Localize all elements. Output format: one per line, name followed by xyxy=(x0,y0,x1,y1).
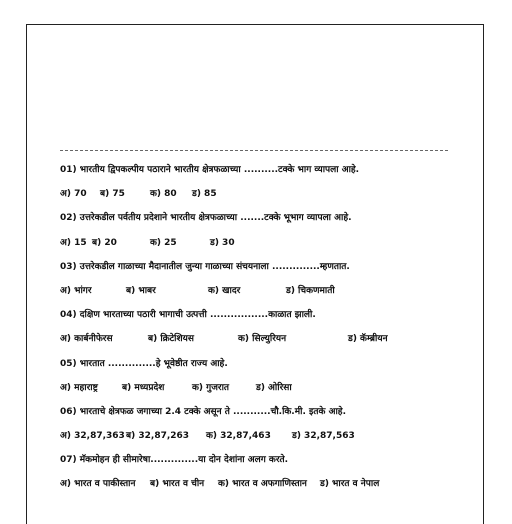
question-4-options xyxy=(60,333,460,357)
option-d: ड) 85 xyxy=(192,189,217,200)
option-d: ड) 32,87,563 xyxy=(292,431,355,442)
option-c: क) 80 xyxy=(150,189,177,200)
option-a: अ) कार्बनीफेरस xyxy=(60,334,113,345)
question-5: 05) भारतात ..............हे भूवेष्ठीत राज्य आहे. xyxy=(60,358,228,369)
option-a: अ) 32,87,363 xyxy=(60,431,125,442)
question-2: 02) उत्तरेकडील पर्वतीय प्रदेशाने भारतीय क्षेत्रफळाच्या .......टक्के भूभाग व्यापला आहे. xyxy=(60,213,352,224)
question-2-options xyxy=(60,237,460,261)
option-c: क) खादर xyxy=(208,285,241,296)
question-list xyxy=(60,164,460,503)
question-3: 03) उत्तरेकडील गाळाच्या मैदानातील जुन्या गाळाच्या संचयनाला ..............म्हणतात. xyxy=(60,261,350,272)
header-divider xyxy=(60,150,448,151)
question-7-options xyxy=(60,478,460,502)
option-a: अ) 70 xyxy=(60,189,87,200)
option-b: ब) 75 xyxy=(100,189,125,200)
option-d: ड) ओरिसा xyxy=(256,382,292,393)
option-a: अ) 15 xyxy=(60,237,87,248)
option-d: ड) कॅम्ब्रीयन xyxy=(348,334,388,345)
option-b: ब) मध्यप्रदेश xyxy=(122,382,165,393)
option-c: क) भारत व अफगाणिस्तान xyxy=(218,479,307,490)
question-1-options xyxy=(60,188,460,212)
option-a: अ) भांगर xyxy=(60,285,92,296)
option-c: क) 32,87,463 xyxy=(206,431,271,442)
option-b: ब) भाबर xyxy=(126,285,156,296)
option-d: ड) चिकणमाती xyxy=(286,285,335,296)
option-b: ब) 20 xyxy=(92,237,117,248)
question-6: 06) भारताचे क्षेत्रफळ जगाच्या 2.4 टक्के असून ते ...........चौ.कि.मी. इतके आहे. xyxy=(60,406,346,417)
question-5-options xyxy=(60,382,460,406)
question-1: 01) भारतीय द्विपकल्पीय पठाराने भारतीय क्षेत्रफळाच्या ..........टक्के भाग व्यापला आहे. xyxy=(60,165,360,175)
option-d: ड) भारत व नेपाल xyxy=(320,479,380,490)
option-c: क) 25 xyxy=(150,237,177,248)
option-c: क) गुजरात xyxy=(192,382,230,393)
option-c: क) सिल्युरियन xyxy=(238,334,287,345)
option-b: ब) 32,87,263 xyxy=(126,431,190,442)
option-a: अ) महाराष्ट्र xyxy=(60,382,98,393)
option-d: ड) 30 xyxy=(210,237,235,248)
option-a: अ) भारत व पाकीस्तान xyxy=(60,479,136,490)
question-7: 07) मॅकमोहन ही सीमारेषा..............या दोन देशांना अलग करते. xyxy=(60,455,289,466)
option-b: ब) भारत व चीन xyxy=(150,479,205,490)
question-4: 04) दक्षिण भारताच्या पठारी भागाची उत्पत्ती .................काळात झाली. xyxy=(60,310,316,321)
question-6-options xyxy=(60,430,460,454)
question-3-options xyxy=(60,285,460,309)
option-b: ब) क्रिटेशियस xyxy=(148,334,194,345)
